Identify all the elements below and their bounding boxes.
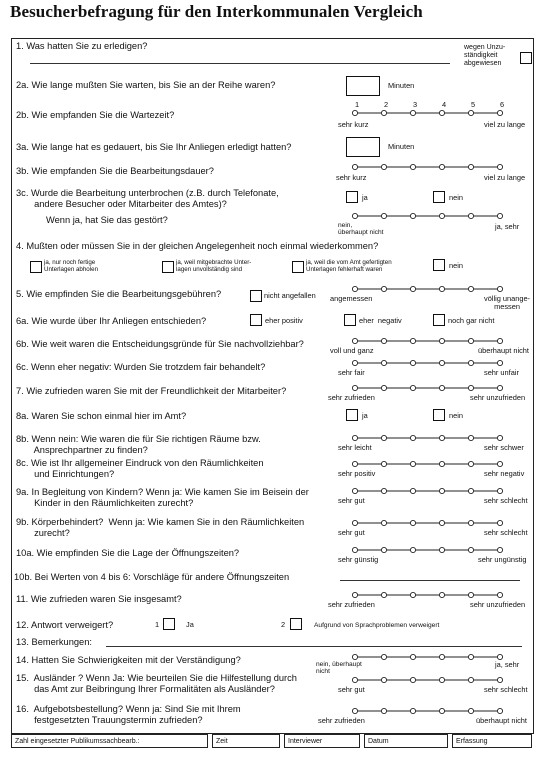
scale-point[interactable] — [381, 360, 386, 365]
scale-point[interactable] — [468, 338, 473, 343]
scale-point[interactable] — [410, 338, 415, 343]
scale-point[interactable] — [439, 592, 444, 597]
q9a-left: sehr gut — [338, 496, 365, 505]
q6b-left: voll und ganz — [330, 346, 374, 355]
scale-point[interactable] — [439, 520, 444, 525]
q2a-unit: Minuten — [388, 81, 415, 90]
scale-point[interactable] — [410, 654, 415, 659]
q3b-left: sehr kurz — [336, 173, 367, 182]
scale-point[interactable] — [381, 110, 386, 115]
q10a-right: sehr ungünstig — [478, 555, 527, 564]
q2a-minutes-input[interactable] — [346, 76, 380, 96]
q9b-scale[interactable] — [348, 519, 518, 527]
q5-na-checkbox[interactable] — [250, 290, 262, 302]
q8c-text: 8c. Wie ist Ihr allgemeiner Eindruck von den Räumlichkeiten und Einrichtungen? — [16, 458, 264, 479]
scale-point[interactable] — [468, 520, 473, 525]
scale-point[interactable] — [497, 677, 502, 682]
q4-opt3-label: ja, weil die vom Amt gefertigten Unterlagen fehlerhaft waren — [306, 259, 392, 273]
scale-point[interactable] — [352, 654, 357, 659]
scale-point[interactable] — [381, 164, 386, 169]
q10a-scale[interactable] — [348, 546, 518, 554]
q6a-opt1-label: eher positiv — [265, 316, 303, 325]
scale-point[interactable] — [352, 286, 357, 291]
q4-text: 4. Mußten oder müssen Sie in der gleichen Angelegenheit noch einmal wiederkommen? — [16, 241, 379, 251]
footer-time[interactable]: Zeit — [212, 734, 280, 748]
q8c-right: sehr negativ — [484, 469, 525, 478]
scale-point[interactable] — [352, 488, 357, 493]
q10a-left: sehr günstig — [338, 555, 379, 564]
scale-point[interactable] — [468, 360, 473, 365]
q15-text: 15. Ausländer ? Wenn Ja: Wie beurteilen Sie die Hilfestellung durch das Amt zur Beibringung Ihrer Formalitäten als Ausländer? — [16, 673, 297, 694]
q8b-text: 8b. Wenn nein: Wie waren die für Sie richtigen Räume bzw. Ansprechpartner zu finden? — [16, 434, 261, 455]
scale-point[interactable] — [381, 385, 386, 390]
scale-point[interactable] — [439, 708, 444, 713]
scale-point[interactable] — [352, 461, 357, 466]
scale-point[interactable] — [410, 547, 415, 552]
scale-number: 4 — [442, 100, 447, 109]
scale-point[interactable] — [468, 110, 473, 115]
scale-point[interactable] — [439, 338, 444, 343]
q4-opt2-label: ja, weil mitgebrachte Unter- lagen unvollständig sind — [176, 259, 252, 273]
scale-point[interactable] — [439, 435, 444, 440]
scale-point[interactable] — [439, 547, 444, 552]
q12-opt2-label: Aufgrund von Sprachproblemen verweigert — [314, 622, 440, 629]
q3c-right: ja, sehr — [495, 222, 520, 231]
scale-point[interactable] — [410, 708, 415, 713]
q8b-left: sehr leicht — [338, 443, 372, 452]
q9b-text: 9b. Körperbehindert? Wenn ja: Wie kamen Sie in den Räumlichkeiten zurecht? — [16, 517, 305, 538]
q3b-scale[interactable] — [348, 163, 518, 171]
q16-scale[interactable] — [348, 707, 518, 715]
q8c-left: sehr positiv — [338, 469, 376, 478]
scale-point[interactable] — [439, 461, 444, 466]
q4-opt1-checkbox[interactable] — [30, 261, 42, 273]
scale-point[interactable] — [439, 286, 444, 291]
q6c-scale[interactable] — [348, 359, 518, 367]
q6a-opt1-checkbox[interactable] — [250, 314, 262, 326]
q5-scale[interactable] — [348, 285, 518, 293]
scale-point[interactable] — [439, 110, 444, 115]
scale-point[interactable] — [381, 520, 386, 525]
scale-point[interactable] — [381, 338, 386, 343]
q9b-right: sehr schlecht — [484, 528, 528, 537]
scale-point[interactable] — [497, 338, 502, 343]
scale-point[interactable] — [497, 286, 502, 291]
q10b-answer-line[interactable] — [340, 580, 520, 581]
scale-point[interactable] — [352, 110, 357, 115]
scale-point[interactable] — [381, 488, 386, 493]
scale-point[interactable] — [439, 164, 444, 169]
q12-opt1-checkbox[interactable] — [163, 618, 175, 630]
scale-point[interactable] — [410, 520, 415, 525]
q15-scale[interactable] — [348, 676, 518, 684]
q3b-text: 3b. Wie empfanden Sie die Bearbeitungsdauer? — [16, 166, 214, 176]
scale-point[interactable] — [468, 164, 473, 169]
q5-na-label: nicht angefallen — [264, 291, 316, 300]
scale-number: 3 — [413, 100, 418, 109]
q7-text: 7. Wie zufrieden waren Sie mit der Freundlichkeit der Mitarbeiter? — [16, 386, 287, 396]
scale-point[interactable] — [468, 654, 473, 659]
scale-point[interactable] — [410, 677, 415, 682]
scale-point[interactable] — [497, 488, 502, 493]
scale-point[interactable] — [439, 213, 444, 218]
q16-text: 16. Aufgebotsbestellung? Wenn ja: Sind Sie mit Ihrem festgesetzten Trauungstermin zufrieden? — [16, 704, 241, 725]
footer-date[interactable]: Datum — [364, 734, 448, 748]
q12-n1: 1 — [155, 620, 160, 629]
scale-point[interactable] — [352, 213, 357, 218]
scale-number: 1 — [355, 100, 360, 109]
scale-number: 5 — [471, 100, 476, 109]
scale-point[interactable] — [497, 592, 502, 597]
q6b-scale[interactable] — [348, 337, 518, 345]
q1-text: 1. Was hatten Sie zu erledigen? — [16, 41, 148, 51]
scale-point[interactable] — [439, 360, 444, 365]
q12-n2: 2 — [281, 620, 286, 629]
scale-point[interactable] — [410, 110, 415, 115]
q16-right: überhaupt nicht — [476, 716, 527, 725]
scale-point[interactable] — [497, 461, 502, 466]
q14-right: ja, sehr — [495, 660, 520, 669]
q5-right: völlig unange- messen — [484, 294, 531, 311]
q9a-scale[interactable] — [348, 487, 518, 495]
scale-number: 2 — [384, 100, 389, 109]
q9b-left: sehr gut — [338, 528, 365, 537]
q11-right: sehr unzufrieden — [470, 600, 526, 609]
q6c-right: sehr unfair — [484, 368, 519, 377]
q4-opt4-checkbox[interactable] — [433, 259, 445, 271]
q3c-yes-label: ja — [362, 193, 368, 202]
q7-left: sehr zufrieden — [328, 393, 375, 402]
q14-scale[interactable] — [348, 653, 518, 661]
q8a-yes-checkbox[interactable] — [346, 409, 358, 421]
q3b-right: viel zu lange — [484, 173, 526, 182]
q12-opt1-label: Ja — [186, 620, 194, 629]
scale-point[interactable] — [410, 286, 415, 291]
q16-left: sehr zufrieden — [318, 716, 365, 725]
scale-point[interactable] — [497, 385, 502, 390]
scale-point[interactable] — [468, 213, 473, 218]
q6a-opt2-label: eher negativ — [359, 316, 402, 325]
scale-point[interactable] — [410, 164, 415, 169]
scale-point[interactable] — [352, 677, 357, 682]
scale-point[interactable] — [468, 488, 473, 493]
scale-point[interactable] — [352, 164, 357, 169]
q15-left: sehr gut — [338, 685, 365, 694]
q2b-scale[interactable] — [348, 109, 518, 117]
scale-point[interactable] — [439, 677, 444, 682]
q2b-text: 2b. Wie empfanden Sie die Wartezeit? — [16, 110, 175, 120]
page-title: Besucherbefragung für den Interkommunalen Vergleich — [10, 2, 423, 21]
q14-text: 14. Hatten Sie Schwierigkeiten mit der Verständigung? — [16, 655, 241, 665]
scale-point[interactable] — [497, 435, 502, 440]
scale-point[interactable] — [381, 708, 386, 713]
q1-answer-line[interactable] — [30, 63, 450, 64]
footer-staff-count[interactable]: Zahl eingesetzter Publikumssachbearb.: — [11, 734, 208, 748]
q3c-left: nein, überhaupt nicht — [338, 222, 384, 236]
scale-point[interactable] — [381, 654, 386, 659]
q7-right: sehr unzufrieden — [470, 393, 526, 402]
scale-point[interactable] — [468, 435, 473, 440]
footer-interviewer[interactable]: Interviewer — [284, 734, 360, 748]
q2b-right: viel zu lange — [484, 120, 526, 129]
scale-point[interactable] — [497, 110, 502, 115]
scale-point[interactable] — [468, 461, 473, 466]
q6a-opt3-checkbox[interactable] — [433, 314, 445, 326]
scale-point[interactable] — [497, 547, 502, 552]
scale-point[interactable] — [352, 360, 357, 365]
q12-text: 12. Antwort verweigert? — [16, 620, 114, 630]
scale-point[interactable] — [410, 488, 415, 493]
q9a-right: sehr schlecht — [484, 496, 528, 505]
scale-point[interactable] — [497, 708, 502, 713]
scale-point[interactable] — [381, 677, 386, 682]
scale-point[interactable] — [497, 164, 502, 169]
q9a-text: 9a. In Begleitung von Kindern? Wenn ja: Wie kamen Sie im Beisein der Kinder in den Räumlichkeiten zurecht? — [16, 487, 309, 508]
q8a-no-label: nein — [449, 411, 463, 420]
q6a-text: 6a. Wie wurde über Ihr Anliegen entschieden? — [16, 316, 207, 326]
scale-point[interactable] — [497, 520, 502, 525]
q6b-text: 6b. Wie weit waren die Entscheidungsgründe für Sie nachvollziehbar? — [16, 339, 304, 349]
scale-point[interactable] — [381, 547, 386, 552]
q10a-text: 10a. Wie empfinden Sie die Lage der Öffnungszeiten? — [16, 548, 240, 558]
scale-point[interactable] — [381, 461, 386, 466]
q4-opt1-label: ja, nur noch fertige Unterlagen abholen — [44, 259, 99, 273]
scale-point[interactable] — [381, 213, 386, 218]
scale-point[interactable] — [352, 547, 357, 552]
q3a-text: 3a. Wie lange hat es gedauert, bis Sie Ihr Anliegen erledigt hatten? — [16, 142, 292, 152]
q3c-yes-checkbox[interactable] — [346, 191, 358, 203]
q5-left: angemessen — [330, 294, 373, 303]
scale-point[interactable] — [468, 547, 473, 552]
q3c-follow-text: Wenn ja, hat Sie das gestört? — [46, 215, 168, 225]
q3c-scale[interactable] — [348, 212, 518, 220]
scale-point[interactable] — [468, 385, 473, 390]
q8a-yes-label: ja — [362, 411, 368, 420]
scale-point[interactable] — [468, 677, 473, 682]
q8a-text: 8a. Waren Sie schon einmal hier im Amt? — [16, 411, 187, 421]
scale-point[interactable] — [410, 385, 415, 390]
q14-left: nein, überhaupt nicht — [316, 661, 362, 675]
scale-point[interactable] — [352, 592, 357, 597]
scale-point[interactable] — [352, 520, 357, 525]
scale-point[interactable] — [410, 360, 415, 365]
scale-point[interactable] — [381, 592, 386, 597]
scale-point[interactable] — [381, 286, 386, 291]
q11-scale[interactable] — [348, 591, 518, 599]
q3a-minutes-input[interactable] — [346, 137, 380, 157]
scale-point[interactable] — [497, 213, 502, 218]
scale-point[interactable] — [410, 435, 415, 440]
scale-point[interactable] — [352, 338, 357, 343]
q8c-scale[interactable] — [348, 460, 518, 468]
q8b-right: sehr schwer — [484, 443, 524, 452]
q3a-unit: Minuten — [388, 142, 415, 151]
scale-point[interactable] — [410, 592, 415, 597]
q3c-no-label: nein — [449, 193, 463, 202]
scale-point[interactable] — [439, 385, 444, 390]
scale-point[interactable] — [352, 435, 357, 440]
scale-point[interactable] — [497, 654, 502, 659]
scale-number: 6 — [500, 100, 505, 109]
scale-point[interactable] — [468, 708, 473, 713]
scale-point[interactable] — [352, 385, 357, 390]
q8a-no-checkbox[interactable] — [433, 409, 445, 421]
q4-opt4-label: nein — [449, 261, 463, 270]
q2a-text: 2a. Wie lange mußten Sie warten, bis Sie an der Reihe waren? — [16, 80, 276, 90]
scale-point[interactable] — [497, 360, 502, 365]
q11-left: sehr zufrieden — [328, 600, 375, 609]
q6a-opt3-label: noch gar nicht — [448, 316, 495, 325]
q4-opt2-checkbox[interactable] — [162, 261, 174, 273]
q5-text: 5. Wie empfinden Sie die Bearbeitungsgebühren? — [16, 289, 222, 299]
scale-point[interactable] — [410, 461, 415, 466]
q1-other-label: wegen Unzu- ständigkeit abgewiesen — [464, 44, 506, 67]
q8b-scale[interactable] — [348, 434, 518, 442]
q13-answer-line[interactable] — [106, 646, 522, 647]
q3c-no-checkbox[interactable] — [433, 191, 445, 203]
scale-point[interactable] — [439, 488, 444, 493]
q6b-right: überhaupt nicht — [478, 346, 529, 355]
q7-scale[interactable] — [348, 384, 518, 392]
scale-point[interactable] — [381, 435, 386, 440]
q6a-opt2-checkbox[interactable] — [344, 314, 356, 326]
q2b-left: sehr kurz — [338, 120, 369, 129]
scale-point[interactable] — [352, 708, 357, 713]
q6c-text: 6c. Wenn eher negativ: Wurden Sie trotzdem fair behandelt? — [16, 362, 266, 372]
q3c-text: 3c. Wurde die Bearbeitung unterbrochen (z.B. durch Telefonate, andere Besucher oder Mitarbeiter des Amtes)? — [16, 188, 279, 209]
q6c-left: sehr fair — [338, 368, 365, 377]
q4-opt3-checkbox[interactable] — [292, 261, 304, 273]
q13-text: 13. Bemerkungen: — [16, 637, 92, 647]
scale-point[interactable] — [439, 654, 444, 659]
q12-opt2-checkbox[interactable] — [290, 618, 302, 630]
q11-text: 11. Wie zufrieden waren Sie insgesamt? — [16, 594, 182, 604]
q10b-text: 10b. Bei Werten von 4 bis 6: Vorschläge für andere Öffnungszeiten — [14, 572, 290, 582]
scale-point[interactable] — [410, 213, 415, 218]
q15-right: sehr schlecht — [484, 685, 528, 694]
scale-point[interactable] — [468, 286, 473, 291]
scale-point[interactable] — [468, 592, 473, 597]
q1-checkbox[interactable] — [520, 52, 532, 64]
footer-entry[interactable]: Erfassung — [452, 734, 532, 748]
